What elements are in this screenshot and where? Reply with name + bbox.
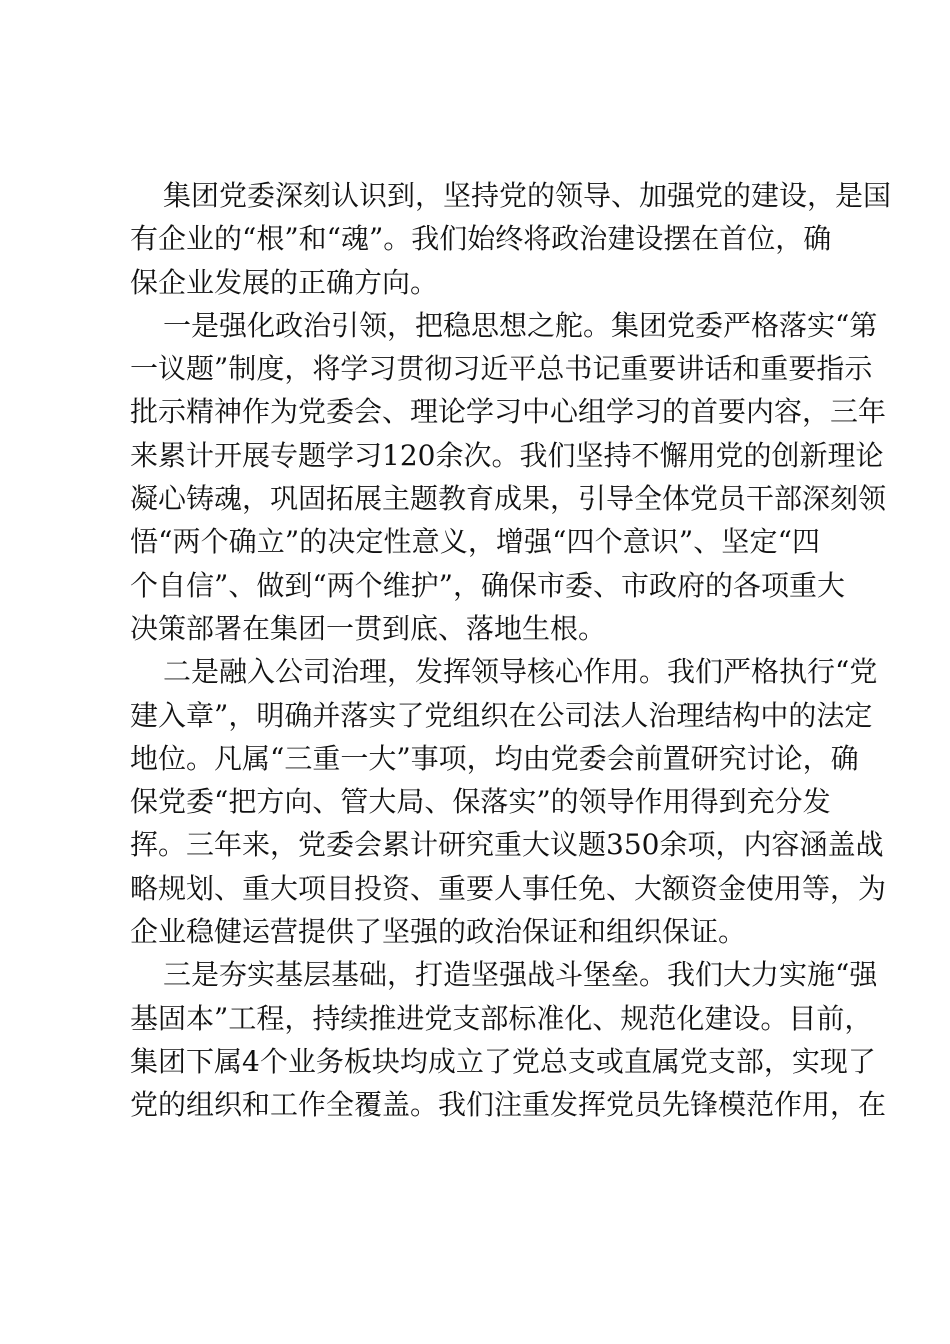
text-line: 一议题”制度，将学习贯彻习近平总书记重要讲话和重要指示 [130, 352, 873, 386]
text-line: 来累计开展专题学习120余次。我们坚持不懈用党的创新理论 [130, 438, 884, 472]
text-line: 凝心铸魂，巩固拓展主题教育成果，引导全体党员干部深刻领 [130, 482, 887, 516]
text-line: 个自信”、做到“两个维护”，确保市委、市政府的各项重大 [130, 568, 845, 602]
paragraph-grassroots [130, 953, 887, 1126]
text-line: 党的组织和工作全覆盖。我们注重发挥党员先锋模范作用，在 [130, 1088, 887, 1122]
paragraph-intro [130, 174, 892, 304]
text-line: 批示精神作为党委会、理论学习中心组学习的首要内容，三年 [130, 395, 887, 429]
text-line: 挥。三年来，党委会累计研究重大议题350余项，内容涵盖战 [130, 828, 884, 862]
text-line: 保党委“把方向、管大局、保落实”的领导作用得到充分发 [130, 785, 831, 819]
text-line: 地位。凡属“三重一大”事项，均由党委会前置研究讨论，确 [130, 741, 859, 775]
text-line: 二是融入公司治理，发挥领导核心作用。我们严格执行“党 [163, 655, 878, 689]
text-line: 三是夯实基层基础，打造坚强战斗堡垒。我们大力实施“强 [163, 958, 878, 992]
text-line: 企业稳健运营提供了坚强的政治保证和组织保证。 [130, 915, 747, 949]
text-line: 决策部署在集团一贯到底、落地生根。 [130, 611, 607, 645]
text-line: 悟“两个确立”的决定性意义，增强“四个意识”、坚定“四 [130, 525, 820, 559]
document-body [130, 174, 892, 1127]
text-line: 一是强化政治引领，把稳思想之舵。集团党委严格落实“第 [163, 308, 878, 342]
text-line: 保企业发展的正确方向。 [130, 265, 439, 299]
paragraph-corporate-governance [130, 650, 887, 953]
text-line: 基固本”工程，持续推进党支部标准化、规范化建设。目前， [130, 1001, 873, 1035]
text-line: 集团下属4个业务板块均成立了党总支或直属党支部，实现了 [130, 1044, 876, 1078]
text-line: 有企业的“根”和“魂”。我们始终将政治建设摆在首位，确 [130, 222, 832, 256]
text-line: 略规划、重大项目投资、重要人事任免、大额资金使用等，为 [130, 871, 887, 905]
text-line: 建入章”，明确并落实了党组织在公司法人治理结构中的法定 [130, 698, 873, 732]
paragraph-political-leadership [130, 304, 887, 650]
text-line: 集团党委深刻认识到，坚持党的领导、加强党的建设，是国 [163, 179, 892, 212]
